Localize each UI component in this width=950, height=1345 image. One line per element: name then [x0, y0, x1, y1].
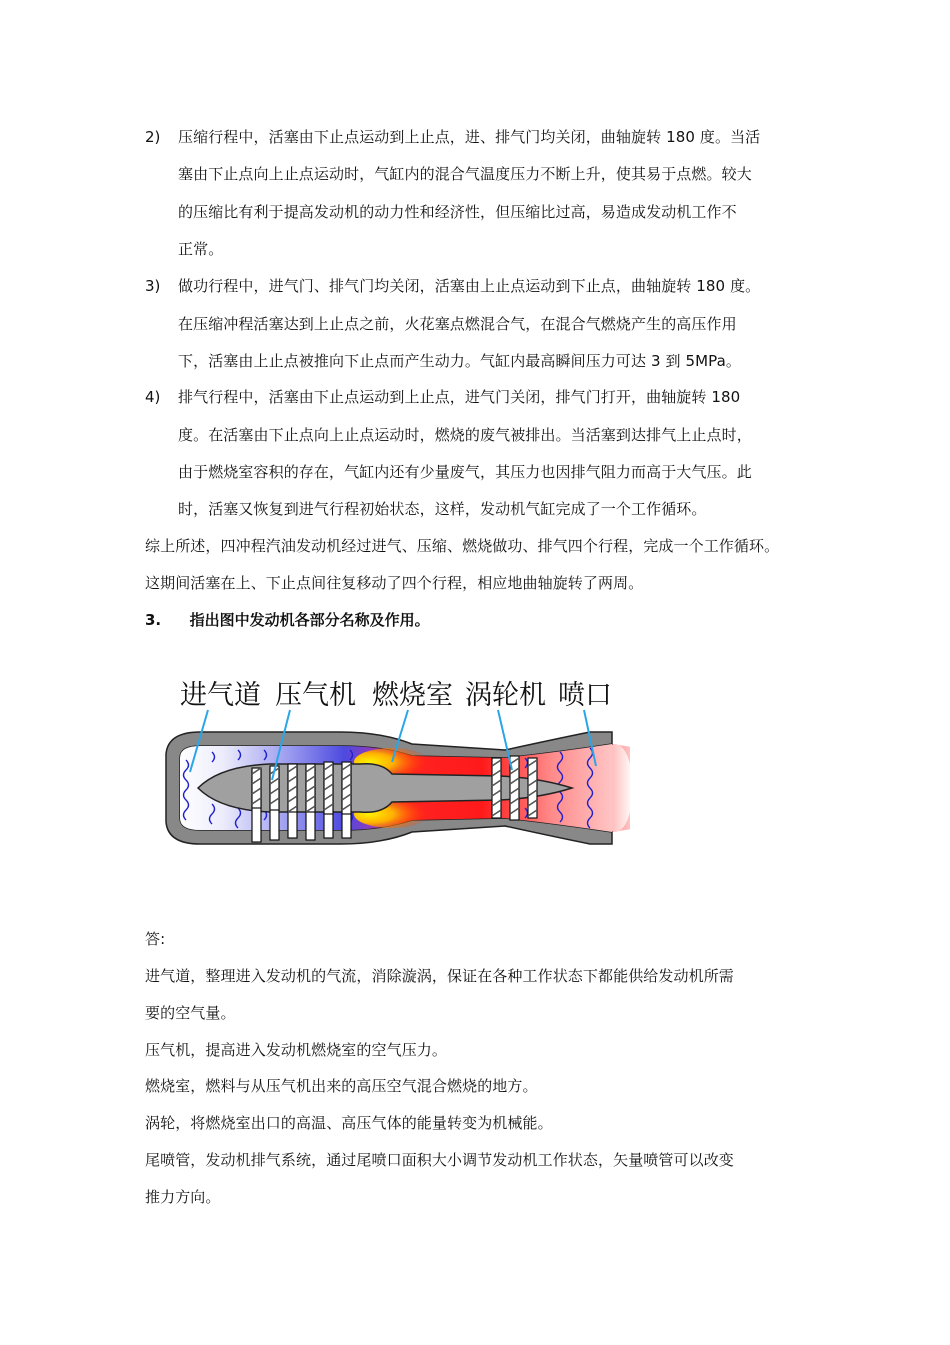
- paragraph-line: 下，活塞由上止点被推向下止点而产生动力。气缸内最高瞬间压力可达 3 到 5MPa。: [178, 352, 741, 370]
- summary-line: 综上所述，四冲程汽油发动机经过进气、压缩、燃烧做功、排气四个行程，完成一个工作循环。: [145, 537, 780, 555]
- label-nozzle: 喷口: [558, 680, 612, 711]
- paragraph-line: 做功行程中，进气门、排气门均关闭，活塞由上止点运动到下止点，曲轴旋转 180 度。: [178, 277, 761, 295]
- question-heading: [145, 609, 430, 631]
- label-inlet: 进气道: [180, 680, 261, 711]
- question-text: 指出图中发动机各部分名称及作用。: [189, 611, 430, 629]
- answer-line: 进气道，整理进入发动机的气流，消除漩涡，保证在各种工作状态下都能供给发动机所需: [145, 967, 734, 985]
- paragraph-line: 排气行程中，活塞由下止点运动到上止点，进气门关闭，排气门打开，曲轴旋转 180: [178, 388, 741, 406]
- paragraph-line: 正常。: [178, 240, 224, 258]
- answer-line: 要的空气量。: [145, 1004, 236, 1022]
- label-turbine: 涡轮机: [465, 680, 546, 711]
- answer-line: 燃烧室，燃料与从压气机出来的高压空气混合燃烧的地方。: [145, 1077, 538, 1095]
- paragraph-line: 度。在活塞由下止点向上止点运动时，燃烧的废气被排出。当活塞到达排气上止点时，: [178, 426, 752, 444]
- list-number: 2): [145, 128, 161, 146]
- answer-line: 压气机，提高进入发动机燃烧室的空气压力。: [145, 1041, 448, 1059]
- paragraph-line: 压缩行程中，活塞由下止点运动到上止点，进、排气门均关闭，曲轴旋转 180 度。当活: [178, 128, 761, 146]
- list-number: 4): [145, 388, 161, 406]
- label-compressor: 压气机: [275, 680, 356, 711]
- label-combustion-chamber: 燃烧室: [372, 680, 453, 711]
- answer-intro: 答:: [145, 930, 166, 948]
- paragraph-line: 在压缩冲程活塞达到上止点之前，火花塞点燃混合气，在混合气燃烧产生的高压作用: [178, 315, 737, 333]
- list-number: 3): [145, 277, 161, 295]
- question-number: 3.: [145, 611, 162, 629]
- answer-line: 尾喷管，发动机排气系统，通过尾喷口面积大小调节发动机工作状态，矢量喷管可以改变: [145, 1151, 734, 1169]
- paragraph-line: 的压缩比有利于提高发动机的动力性和经济性，但压缩比过高，易造成发动机工作不: [178, 203, 737, 221]
- paragraph-line: 由于燃烧室容积的存在，气缸内还有少量废气，其压力也因排气阻力而高于大气压。此: [178, 463, 752, 481]
- answer-line: 推力方向。: [145, 1188, 221, 1206]
- paragraph-line: 时，活塞又恢复到进气行程初始状态，这样，发动机气缸完成了一个工作循环。: [178, 500, 707, 518]
- summary-line: 这期间活塞在上、下止点间往复移动了四个行程，相应地曲轴旋转了两周。: [145, 574, 644, 592]
- jet-engine-diagram: [160, 662, 630, 874]
- paragraph-line: 塞由下止点向上止点运动时，气缸内的混合气温度压力不断上升，使其易于点燃。较大: [178, 165, 752, 183]
- answer-line: 涡轮，将燃烧室出口的高温、高压气体的能量转变为机械能。: [145, 1114, 553, 1132]
